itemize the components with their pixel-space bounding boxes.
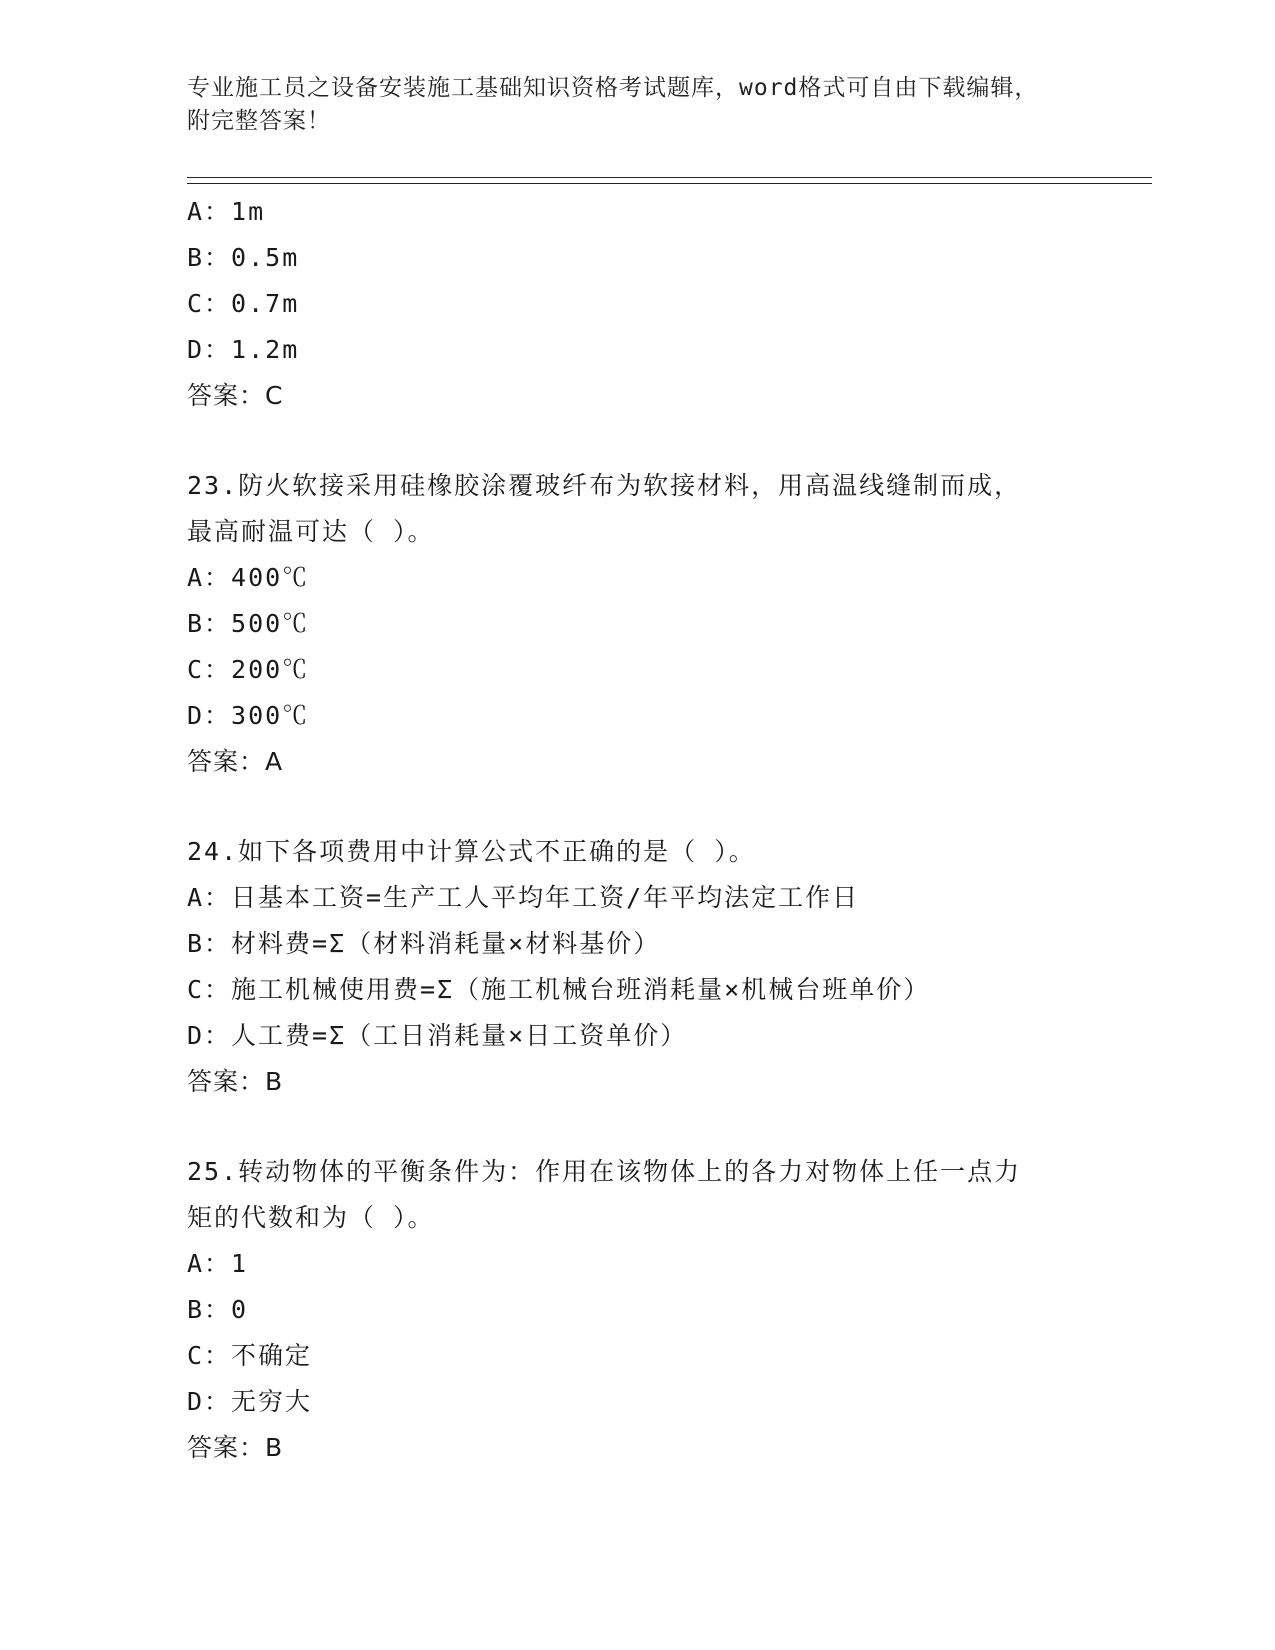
option-d: D：人工费=Σ（工日消耗量×日工资单价） xyxy=(187,1021,688,1050)
header-divider xyxy=(187,177,1152,184)
option-a: A：日基本工资=生产工人平均年工资/年平均法定工作日 xyxy=(187,883,860,912)
question-text-line-2: 矩的代数和为（ ）。 xyxy=(187,1203,435,1232)
answer-line: 答案：A xyxy=(187,747,284,776)
option-d: D：无穷大 xyxy=(187,1387,313,1416)
question-content xyxy=(187,189,1087,1471)
option-c: C：0.7m xyxy=(187,289,300,318)
answer-line: 答案：B xyxy=(187,1067,284,1096)
option-c: C：不确定 xyxy=(187,1341,313,1370)
question-text-line-1: 23.防火软接采用硅橡胶涂覆玻纤布为软接材料，用高温线缝制而成， xyxy=(187,471,1022,500)
header-line-1: 专业施工员之设备安装施工基础知识资格考试题库，word格式可自由下载编辑， xyxy=(187,75,1039,101)
question-text-line-2: 最高耐温可达（ ）。 xyxy=(187,517,435,546)
option-c: C：200℃ xyxy=(187,655,310,684)
spacer xyxy=(187,419,1087,463)
option-a: A：1 xyxy=(187,1249,249,1278)
question-25-block xyxy=(187,1149,1087,1471)
option-b: B：500℃ xyxy=(187,609,310,638)
option-a: A：400℃ xyxy=(187,563,310,592)
question-24-block xyxy=(187,829,1087,1105)
option-d: D：1.2m xyxy=(187,335,300,364)
option-b: B：0.5m xyxy=(187,243,300,272)
question-text-line-1: 24.如下各项费用中计算公式不正确的是（ ）。 xyxy=(187,837,756,866)
answer-line: 答案：C xyxy=(187,381,284,410)
option-c: C：施工机械使用费=Σ（施工机械台班消耗量×机械台班单价） xyxy=(187,975,931,1004)
option-b: B：材料费=Σ（材料消耗量×材料基价） xyxy=(187,929,661,958)
option-b: B：0 xyxy=(187,1295,249,1324)
spacer xyxy=(187,1105,1087,1149)
option-a: A：1m xyxy=(187,197,266,226)
question-text-line-1: 25.转动物体的平衡条件为：作用在该物体上的各力对物体上任一点力 xyxy=(187,1157,1022,1186)
option-d: D：300℃ xyxy=(187,701,310,730)
document-header xyxy=(187,72,1087,138)
header-line-2: 附完整答案！ xyxy=(187,108,331,134)
question-22-block xyxy=(187,189,1087,419)
answer-line: 答案：B xyxy=(187,1433,284,1462)
question-23-block xyxy=(187,463,1087,785)
spacer xyxy=(187,785,1087,829)
